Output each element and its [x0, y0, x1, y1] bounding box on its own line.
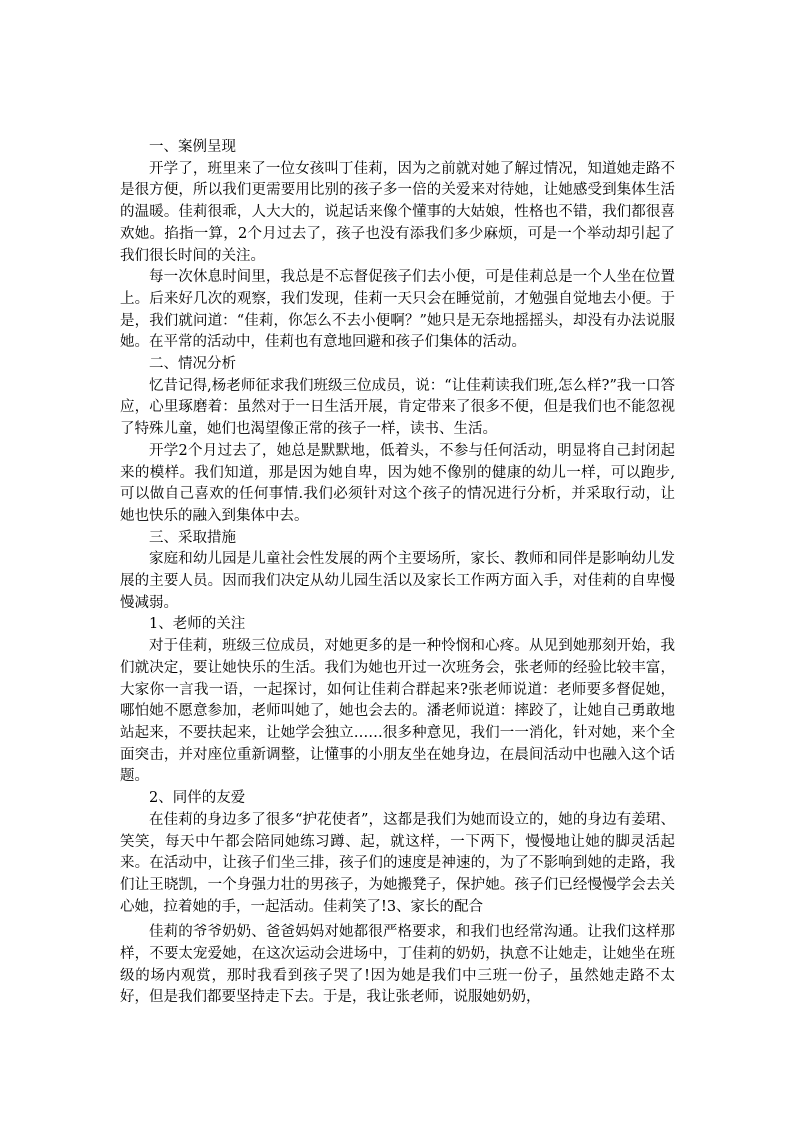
paragraph: 开学了，班里来了一位女孩叫丁佳莉，因为之前就对她了解过情况，知道她走路不是很方便，所以我们更需要用比别的孩子多一倍的关爱来对待她，让她感受到集体生活的温暖。佳莉很乖，人大大的，说起话来像个懂事的大姑娘，性格也不错，我们都很喜欢她。掐指一算，2个月过去了，孩子也没有添我们多少麻烦，可是一个举动却引起了我们很长时间的关注。 [120, 160, 675, 264]
document-body [120, 137, 675, 1009]
paragraph: 对于佳莉，班级三位成员，对她更多的是一种怜悯和心疼。从见到她那刻开始，我们就决定，要让她快乐的生活。我们为她也开过一次班务会，张老师的经验比较丰富，大家你一言我一语，一起探讨，如何让佳莉合群起来?张老师说道：老师要多督促她，哪怕她不愿意参加，老师叫她了，她也会去的。潘老师说道：摔跤了，让她自己勇敢地站起来，不要扶起来，让她学会独立……很多种意见，我们一一消化，针对她，来个全面突击，并对座位重新调整，让懂事的小朋友坐在她身边，在晨间活动中也融入这个话题。 [120, 638, 675, 785]
paragraph: 在佳莉的身边多了很多“护花使者”，这都是我们为她而设立的，她的身边有姜珺、笑笑，每天中午都会陪同她练习蹲、起，就这样，一下两下，慢慢地让她的脚灵活起来。在活动中，让孩子们坐三排，孩子们的速度是神速的，为了不影响到她的走路，我们让王晓凯，一个身强力壮的男孩子，为她搬凳子，保护她。孩子们已经慢慢学会去关心她，拉着她的手，一起活动。佳莉笑了!3、家长的配合 [120, 811, 675, 915]
paragraph: 家庭和幼儿园是儿童社会性发展的两个主要场所，家长、教师和同伴是影响幼儿发展的主要人员。因而我们决定从幼儿园生活以及家长工作两方面入手，对佳莉的自卑慢慢减弱。 [120, 551, 675, 611]
paragraph: 开学2个月过去了，她总是默默地，低着头，不参与任何活动，明显将自己封闭起来的模样。我们知道，那是因为她自卑，因为她不像别的健康的幼儿一样，可以跑步,可以做自己喜欢的任何事情.我们必须针对这个孩子的情况进行分析，并采取行动，让她也快乐的融入到集体中去。 [120, 442, 675, 524]
subsection-heading: 2、同伴的友爱 [149, 790, 246, 807]
paragraph: 佳莉的爷爷奶奶、爸爸妈妈对她都很严格要求，和我们也经常沟通。让我们这样那样，不要太宠爱她，在这次运动会进场中，丁佳莉的奶奶，执意不让她走，让她坐在班级的场内观赏，那时我看到孩子哭了!因为她是我们中三班一份子，虽然她走路不太好，但是我们都要坚持走下去。于是，我让张老师，说服她奶奶， [120, 924, 675, 1006]
paragraph: 每一次休息时间里，我总是不忘督促孩子们去小便，可是佳莉总是一个人坐在位置上。后来好几次的观察，我们发现，佳莉一天只会在睡觉前，才勉强自觉地去小便。于是，我们就问道：“佳莉，你怎么不去小便啊？”她只是无奈地摇摇头，却没有办法说服她。在平常的活动中，佳莉也有意地回避和孩子们集体的活动。 [120, 269, 675, 351]
section-heading: 一、案例呈现 [149, 139, 236, 155]
paragraph: 忆昔记得,杨老师征求我们班级三位成员，说：“让佳莉读我们班,怎么样?”我一口答应，心里琢磨着：虽然对于一日生活开展，肯定带来了很多不便，但是我们也不能忽视了特殊儿童，她们也渴望像正常的孩子一样，读书、生活。 [120, 377, 675, 438]
section-heading: 二、情况分析 [149, 356, 236, 373]
subsection-heading: 1、老师的关注 [149, 616, 246, 633]
section-heading: 三、采取措施 [149, 529, 236, 546]
